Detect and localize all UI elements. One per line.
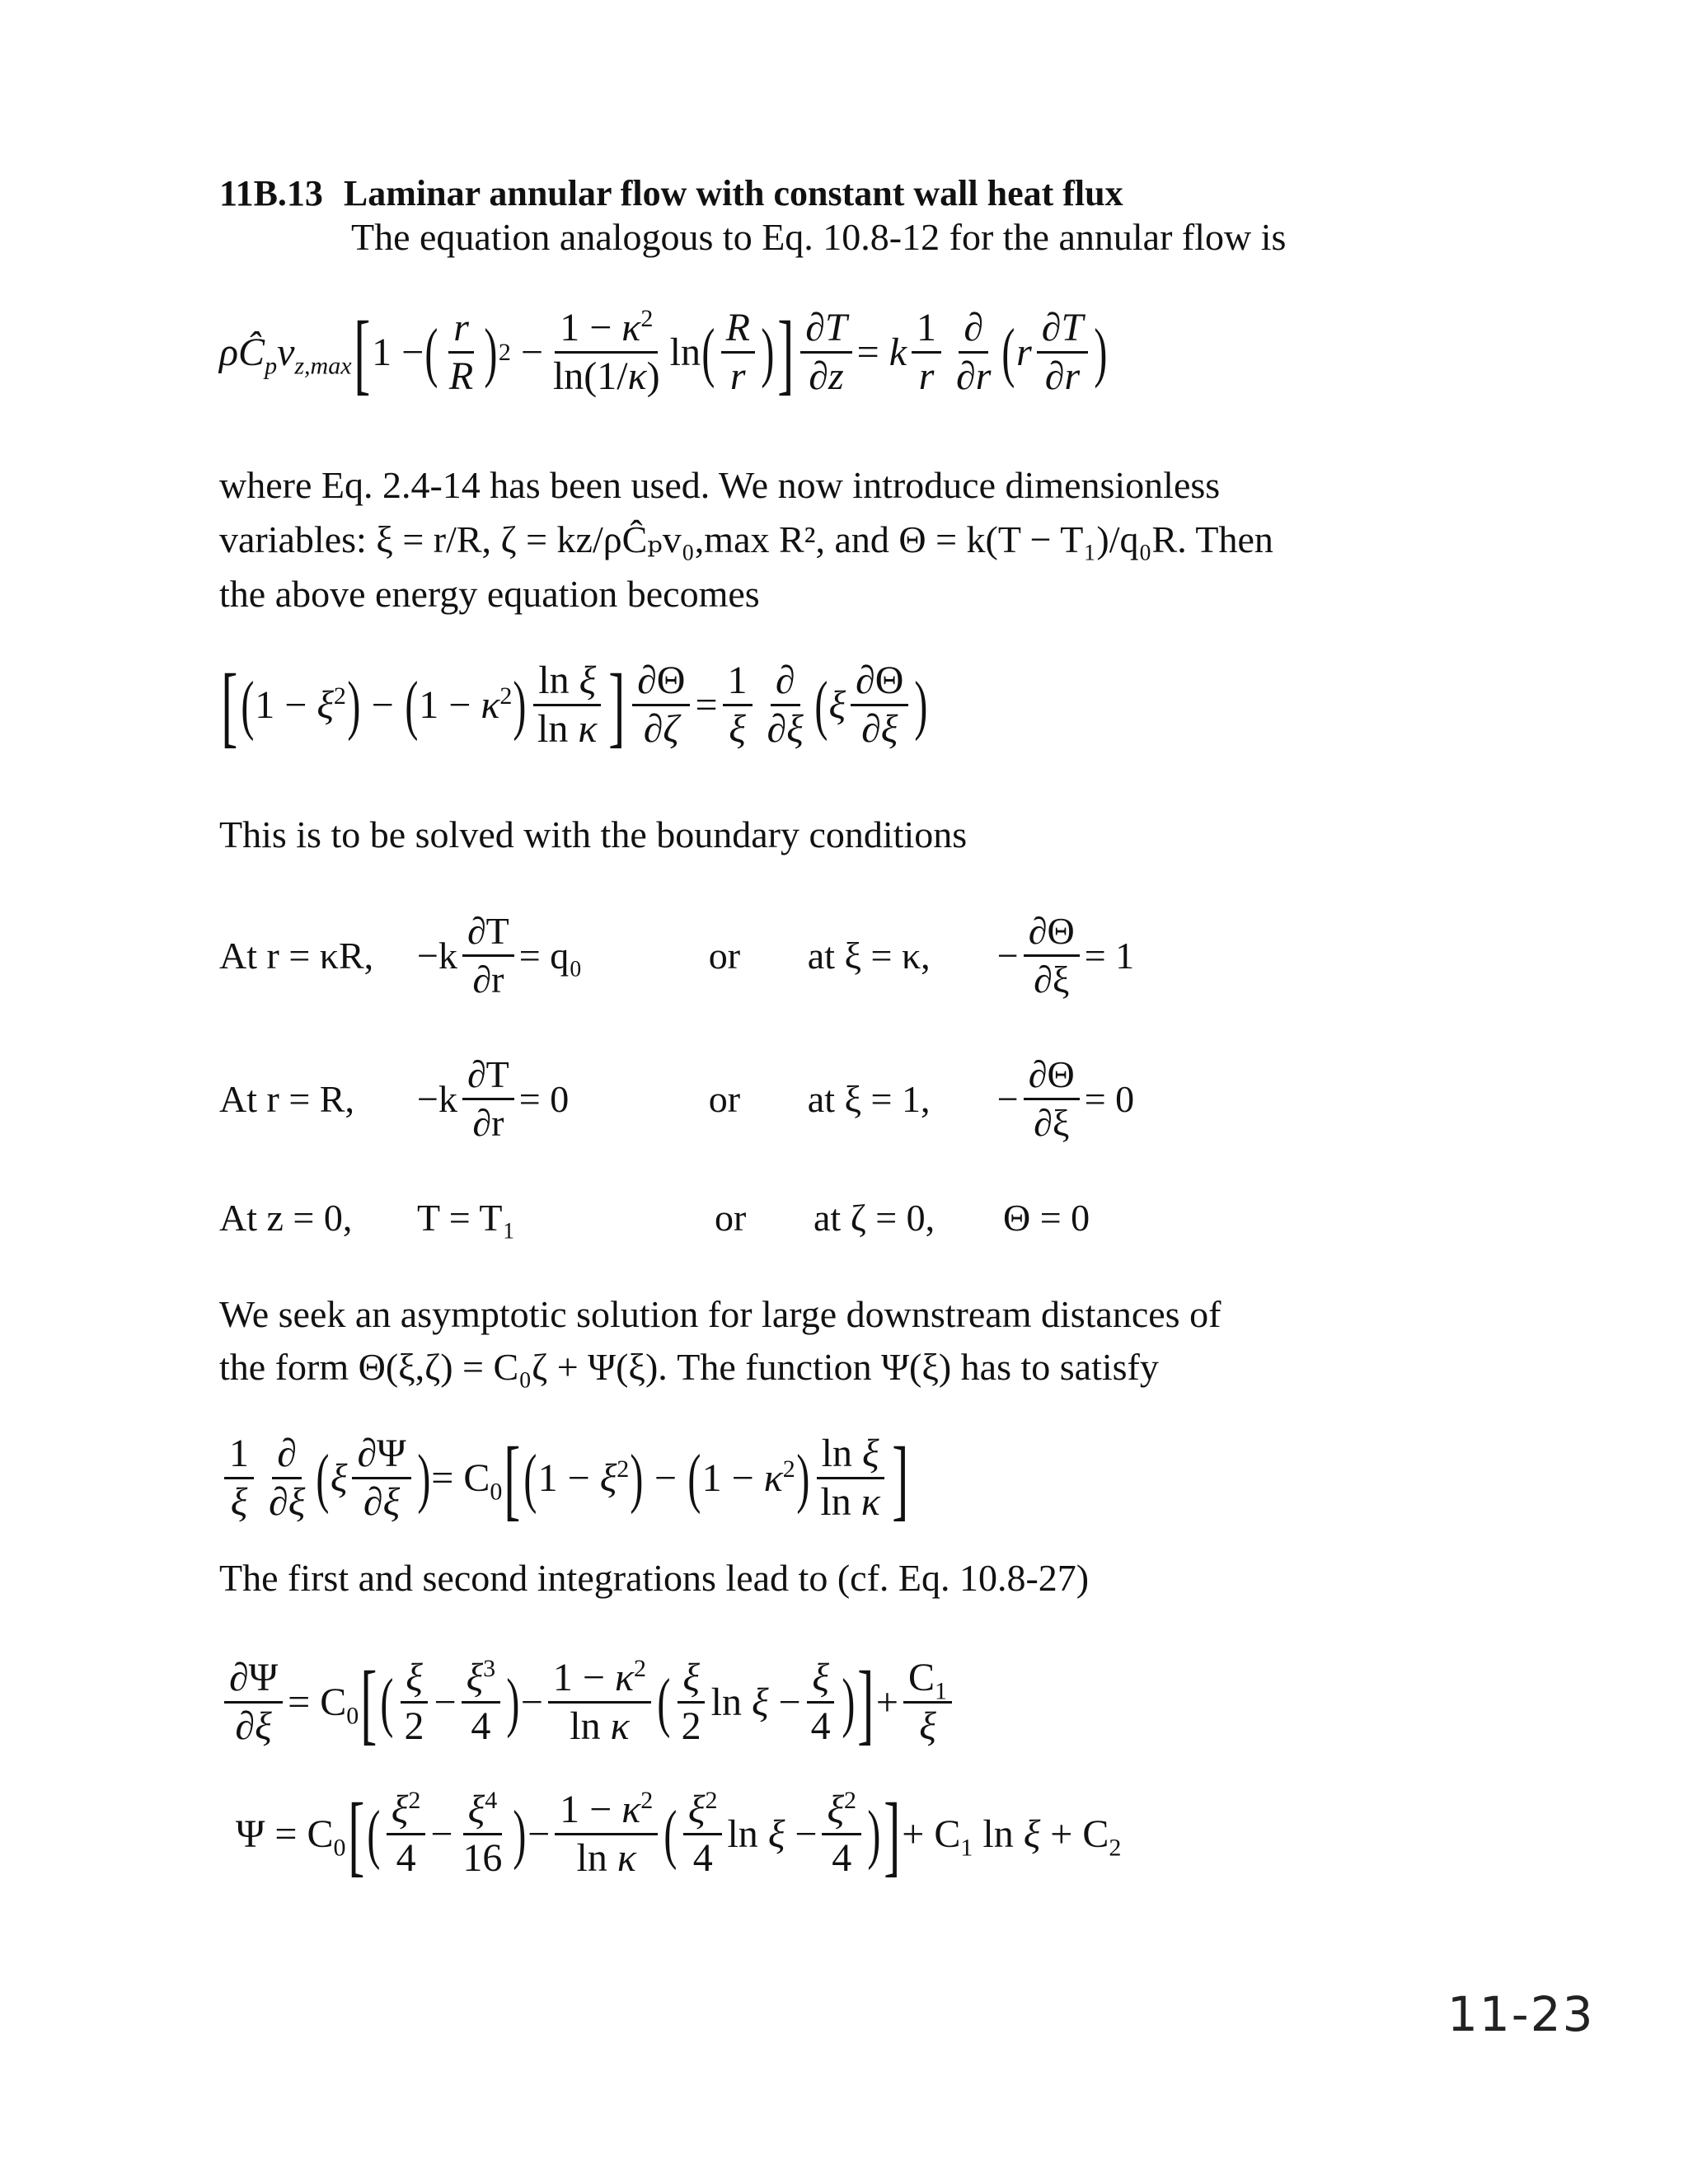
equation-psi-ode: $\frac{1}{\xi}$ $\frac{\partial}{\partial\xi}$ ( ξ $\frac{\partial\Psi}{\partial\xi}$ ) = $C_0$ [ ( $1 - \xi^2$ ) − ( $1 - \kappa^2$ ) $\frac{\text{ln ξ}}{\text{ln κ}}$ ]: [219, 1432, 910, 1524]
paragraph-asymptotic-2: the form Θ(ξ,ζ) = C₀ζ + Ψ(ξ). The function Ψ(ξ) has to satisfy: [219, 1346, 1159, 1388]
intro-text: The equation analogous to Eq. 10.8-12 for the annular flow is: [351, 216, 1287, 258]
equation-dpsi-dxi: $\frac{\partial\Psi}{\partial\xi}$ = $C_0$ [ ( $\frac{\xi}{2}$ − $\frac{\xi^3}{4}$ ) − $\frac{1 - \kappa^2}{\text{ln κ}}$ ( $\frac{\xi}{2}$ ln ξ − $\frac{\xi}{4}$ ) ] + $\frac{C_1}{\xi}$: [219, 1657, 957, 1748]
equation-energy-dimensionless: [ ( $1 - \xi^2$ ) − ( $1 - \kappa^2$ ) $\frac{\text{ln ξ}}{\text{ln κ}}$ ] $\frac{\partial\Theta}{\partial\zeta}$ = $\frac{1}{\xi}$ $\frac{\partial}{\partial\xi}$ ( ξ $\frac{\partial\Theta}{\partial\xi}$ ): [221, 654, 928, 756]
paragraph-asymptotic-1: We seek an asymptotic solution for large downstream distances of: [219, 1293, 1221, 1335]
paragraph-integrations: The first and second integrations lead to (cf. Eq. 10.8-27): [219, 1557, 1090, 1599]
paragraph-variables-3: the above energy equation becomes: [219, 573, 760, 615]
paragraph-variables-2: variables: ξ = r/R, ζ = kz/ρĈₚv₀,max R², and Θ = k(T − T₁)/q₀R. Then: [219, 518, 1273, 560]
paragraph-variables-1: where Eq. 2.4-14 has been used. We now introduce dimensionless: [219, 464, 1221, 506]
page-number: 11-23: [1447, 1986, 1595, 2042]
paragraph-boundary-intro: This is to be solved with the boundary conditions: [219, 813, 968, 855]
bc-row-3: At z = 0, T = T₁ or at ζ = 0, Θ = 0: [219, 1197, 1090, 1239]
problem-title: Laminar annular flow with constant wall heat flux: [343, 173, 1123, 213]
bc-row-2: At r = R, −k $\frac{\partial T}{\partial r}$ = 0 or at ξ = 1, − $\frac{\partial\Theta}{\partial\xi}$ = 0: [219, 1053, 1135, 1144]
equation-psi-solution: $\Psi = C_0$ [ ( $\frac{\xi^2}{4}$ − $\frac{\xi^4}{16}$ ) − $\frac{1 - \kappa^2}{\text{ln κ}}$ ( $\frac{\xi^2}{4}$ ln ξ − $\frac{\xi^2}{4}$ ) ] + $C_1$ $\ln \xi + C_2$: [236, 1783, 1122, 1885]
problem-number: 11B.13: [219, 173, 323, 213]
bc-row-1: At r = κR, −k $\frac{\partial T}{\partial r}$ = q₀ or at ξ = κ, − $\frac{\partial\Theta}{\partial\xi}$ = 1: [219, 910, 1135, 1001]
problem-heading: [219, 171, 1123, 216]
equation-energy-dimensional: $\rho Ĉ_pv_{z,max}$ [ 1 − ( $\frac{r}{R}$ ) 2 − $\frac{1 - \kappa^2}{\ln(1/\kappa)}$ ln ( $\frac{R}{r}$ ) ] $\frac{\partial T}{\partial z}$ = k $\frac{1}{r}$ $\frac{\partial}{\partial r}$ ( r $\frac{\partial T}{\partial r}$ ): [219, 302, 1108, 403]
